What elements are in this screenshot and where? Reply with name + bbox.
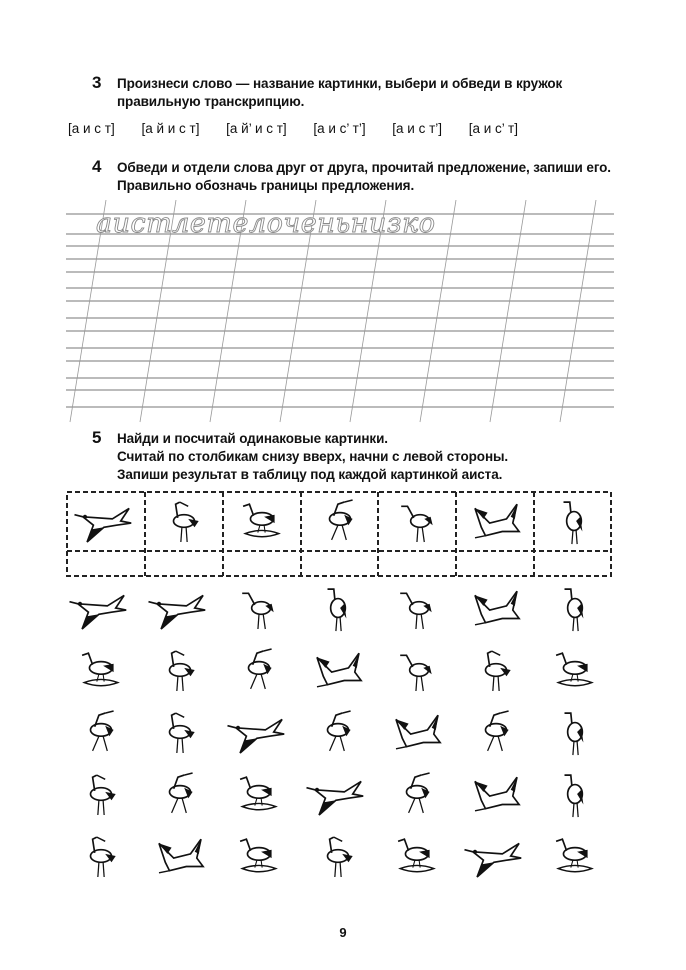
stork-standing-icon	[170, 713, 195, 753]
transcription-option[interactable]: [а и с т]	[68, 121, 115, 136]
stork-standing-icon	[328, 837, 353, 877]
stork-flying-icon	[228, 719, 285, 753]
stork-upright-icon	[565, 713, 584, 755]
stork-flying-icon	[75, 508, 132, 542]
stork-flying-icon	[465, 843, 522, 877]
cursive-tracing-text: аистлетелоченьнизко	[96, 208, 436, 239]
stork-walking-icon	[91, 711, 114, 751]
transcription-option[interactable]: [а и с’ т’]	[313, 121, 366, 136]
transcription-options	[68, 121, 518, 136]
task-3-number: 3	[92, 73, 102, 92]
transcription-option[interactable]: [а й’ и с т]	[226, 121, 287, 136]
task-3-instruction	[117, 75, 562, 111]
page-number: 9	[339, 925, 347, 940]
stork-walking-icon	[486, 711, 509, 751]
transcription-option[interactable]: [а и с т’]	[392, 121, 443, 136]
stork-walking-icon	[170, 773, 193, 813]
handwriting-lines	[66, 200, 614, 425]
task-5-line-1: Найди и посчитай одинаковые картинки.	[117, 431, 388, 446]
task-4-number: 4	[92, 157, 102, 176]
stork-standing-icon	[174, 502, 199, 542]
stork-standing2-icon	[242, 593, 274, 629]
task-4-line-1: Обведи и отдели слова друг от друга, прочитай предложение, запиши его.	[117, 160, 611, 175]
stork-wings-icon	[317, 653, 361, 687]
task-3-line-1: Произнеси слово — название картинки, выбери и обведи в кружок	[117, 76, 563, 91]
transcription-option[interactable]: [а и с’ т]	[468, 121, 518, 136]
stork-wings-icon	[396, 715, 440, 749]
stork-nest-icon	[240, 777, 276, 810]
stork-nest-icon	[240, 839, 276, 872]
stork-standing2-icon	[400, 655, 432, 691]
stork-walking-icon	[330, 500, 353, 540]
task-5-line-2: Считай по столбикам снизу вверх, начни с левой стороны.	[117, 449, 509, 464]
stork-nest-icon	[243, 504, 279, 537]
stork-wings-icon	[475, 777, 519, 811]
stork-walking-icon	[407, 773, 430, 813]
task-5-line-3: Запиши результат в таблицу под каждой картинкой аиста.	[117, 467, 503, 482]
transcription-option[interactable]: [а й и с т]	[141, 121, 200, 136]
stork-wings-icon	[159, 839, 203, 873]
stork-nest-icon	[398, 839, 434, 872]
task-3-line-2: правильную транскрипцию.	[117, 94, 305, 109]
stork-wings-icon	[475, 504, 519, 538]
stork-upright-icon	[565, 775, 584, 817]
stork-upright-icon	[565, 589, 584, 631]
stork-flying-icon	[70, 595, 127, 629]
task-4-line-2: Правильно обозначь границы предложения.	[117, 178, 415, 193]
stork-walking-icon	[249, 649, 272, 689]
stork-standing-icon	[91, 837, 116, 877]
answer-table	[66, 491, 612, 577]
stork-nest-icon	[556, 653, 592, 686]
task-5-instruction	[117, 430, 508, 484]
stork-flying-icon	[149, 595, 206, 629]
stork-standing2-icon	[400, 593, 432, 629]
stork-standing-icon	[170, 651, 195, 691]
stork-nest-icon	[556, 839, 592, 872]
stork-wings-icon	[475, 591, 519, 625]
stork-picture-grid	[66, 580, 612, 900]
stork-upright-icon	[328, 589, 347, 631]
stork-upright-icon	[564, 502, 583, 544]
stork-flying-icon	[307, 781, 364, 815]
stork-standing2-icon	[401, 506, 433, 542]
stork-standing-icon	[486, 651, 511, 691]
stork-walking-icon	[328, 711, 351, 751]
stork-nest-icon	[82, 653, 118, 686]
task-4-instruction	[117, 159, 611, 195]
task-5-number: 5	[92, 428, 102, 447]
stork-standing-icon	[91, 775, 116, 815]
